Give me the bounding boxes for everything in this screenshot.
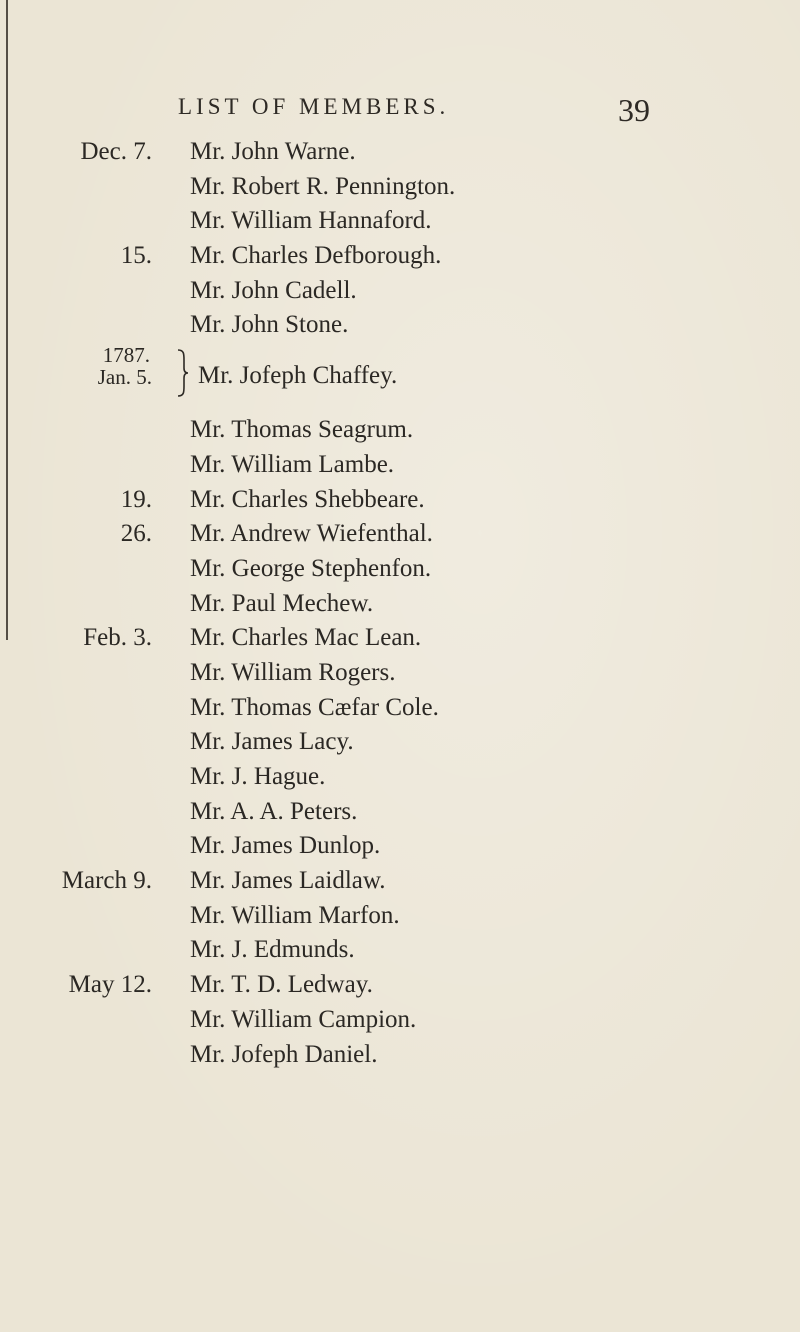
member-row	[0, 136, 800, 171]
member-name: Mr. John Cadell.	[190, 276, 357, 304]
member-name: Mr. Charles Defborough.	[190, 242, 442, 270]
member-name: Mr. Paul Mechew.	[190, 589, 374, 617]
member-name: Mr. William Marfon.	[190, 901, 400, 929]
member-row	[0, 622, 800, 657]
member-name: Mr. T. D. Ledway.	[190, 971, 373, 999]
member-row	[0, 553, 800, 588]
member-row	[0, 1039, 800, 1074]
entry-year: 1787.	[102, 343, 150, 368]
member-row	[0, 726, 800, 761]
member-row	[0, 414, 800, 449]
member-name: Mr. Robert R. Pennington.	[190, 172, 456, 200]
member-row	[0, 205, 800, 240]
member-row	[0, 796, 800, 831]
member-row	[0, 588, 800, 623]
member-list	[0, 136, 800, 1073]
member-name: Mr. Andrew Wiefenthal.	[190, 520, 433, 548]
member-row	[0, 1004, 800, 1039]
entry-date: Jan. 5.	[97, 365, 152, 390]
member-row	[0, 900, 800, 935]
member-row	[0, 171, 800, 206]
page-header	[0, 92, 800, 132]
member-name: Mr. William Campion.	[190, 1005, 417, 1033]
member-row	[0, 449, 800, 484]
member-row	[0, 830, 800, 865]
member-row	[0, 657, 800, 692]
member-name: Mr. J. Edmunds.	[190, 936, 355, 964]
entry-date: Dec. 7.	[80, 138, 152, 165]
entry-date: May 12.	[68, 971, 152, 999]
member-name: Mr. A. A. Peters.	[190, 797, 358, 825]
member-row	[0, 692, 800, 727]
member-row	[0, 484, 800, 519]
entry-date-with-year	[98, 344, 152, 388]
member-row	[0, 240, 800, 275]
member-name: Mr. James Laidlaw.	[190, 867, 386, 895]
member-name: Mr. Charles Mac Lean.	[190, 624, 422, 652]
member-row	[0, 969, 800, 1004]
member-name: Mr. J. Hague.	[190, 763, 326, 790]
member-name: Mr. Charles Shebbeare.	[190, 485, 425, 513]
running-head: LIST OF MEMBERS.	[178, 94, 450, 119]
member-row	[0, 934, 800, 969]
brace-icon	[176, 348, 190, 398]
member-row	[0, 309, 800, 344]
member-row	[0, 518, 800, 553]
entry-date: 19.	[120, 485, 152, 513]
member-row	[0, 344, 800, 414]
entry-date: 26.	[120, 520, 152, 548]
member-name: Mr. Jofeph Chaffey.	[198, 362, 398, 390]
member-row	[0, 865, 800, 900]
page-number: 39	[618, 92, 650, 128]
member-name: Mr. John Warne.	[190, 138, 356, 165]
member-row	[0, 761, 800, 796]
member-name: Mr. James Dunlop.	[190, 832, 381, 860]
member-row	[0, 275, 800, 310]
member-name: Mr. William Rogers.	[190, 658, 396, 686]
entry-date: Feb. 3.	[83, 624, 152, 652]
member-name: Mr. Jofeph Daniel.	[190, 1040, 378, 1068]
member-name: Mr. George Stephenfon.	[190, 554, 432, 582]
member-name: Mr. John Stone.	[190, 311, 349, 339]
member-name: Mr. James Lacy.	[190, 728, 354, 756]
entry-date: 15.	[120, 242, 152, 270]
member-name: Mr. Thomas Cæfar Cole.	[190, 693, 439, 721]
member-name: Mr. Thomas Seagrum.	[190, 416, 414, 444]
entry-date: March 9.	[61, 867, 152, 895]
member-name: Mr. William Lambe.	[190, 450, 395, 478]
member-name: Mr. William Hannaford.	[190, 207, 432, 235]
